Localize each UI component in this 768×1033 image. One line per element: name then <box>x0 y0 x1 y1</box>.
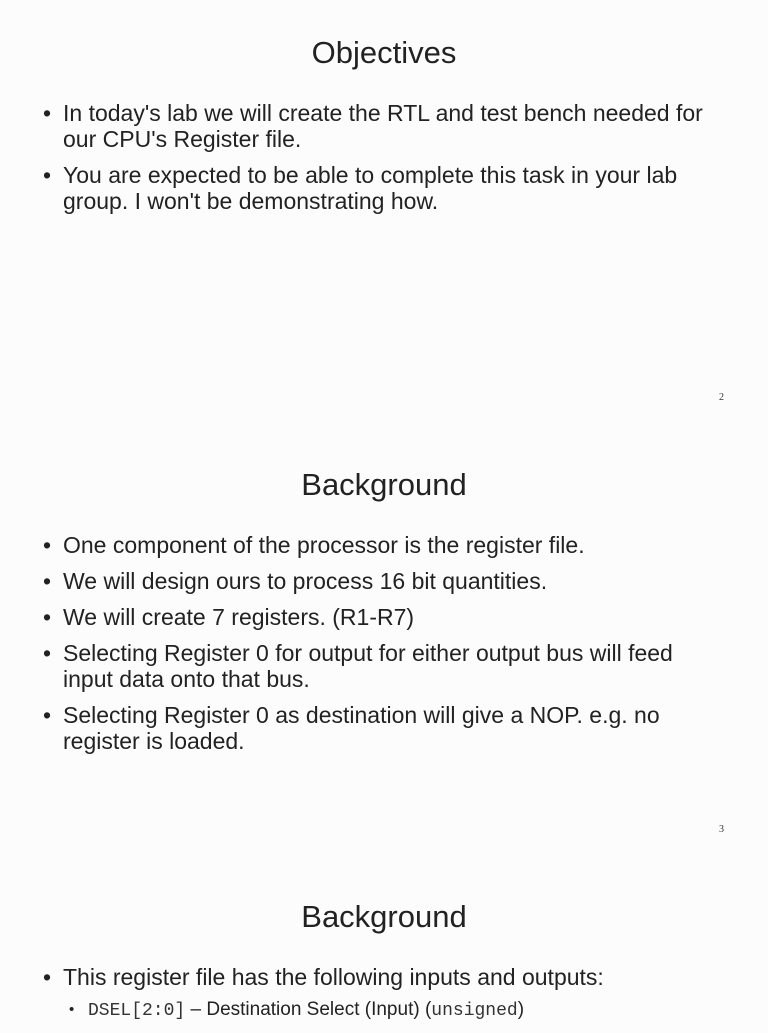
bullet-list <box>0 532 768 764</box>
bullet-text: Selecting Register 0 for output for either output bus will feed input data onto that bus. <box>63 640 673 692</box>
signal-description: – Destination Select (Input) ( <box>185 999 432 1020</box>
slide-title: Background <box>301 899 467 934</box>
sub-bullet-icon: • <box>69 1001 75 1018</box>
bullet-item <box>0 964 768 1023</box>
page-number: 2 <box>719 392 724 403</box>
sub-bullet-item <box>63 998 728 1023</box>
bullet-icon: • <box>43 532 52 558</box>
bullet-text: In today's lab we will create the RTL and test bench needed for our CPU's Register file. <box>63 100 703 152</box>
bullet-item <box>0 568 768 594</box>
bullet-icon: • <box>43 702 52 728</box>
sub-bullet-list <box>63 998 728 1023</box>
bullet-text: You are expected to be able to complete this task in your lab group. I won't be demonstrating how. <box>63 162 678 214</box>
bullet-text: This register file has the following inputs and outputs: <box>63 964 604 990</box>
signal-name: DSEL[2:0] <box>88 1001 186 1021</box>
slide-title: Objectives <box>311 35 457 70</box>
slide-background-io <box>0 864 768 1024</box>
bullet-icon: • <box>43 640 52 666</box>
bullet-text: We will design ours to process 16 bit quantities. <box>63 568 548 594</box>
slide-objectives <box>0 0 768 432</box>
bullet-text: One component of the processor is the register file. <box>63 532 585 558</box>
bullet-item <box>0 162 768 214</box>
bullet-text: We will create 7 registers. (R1-R7) <box>63 604 415 630</box>
bullet-icon: • <box>43 162 52 188</box>
bullet-item <box>0 702 768 754</box>
bullet-text: Selecting Register 0 as destination will give a NOP. e.g. no register is loaded. <box>63 702 660 754</box>
bullet-item <box>0 100 768 152</box>
bullet-icon: • <box>43 568 52 594</box>
signal-close: ) <box>517 999 525 1020</box>
signal-type: unsigned <box>431 1001 518 1021</box>
bullet-item <box>0 640 768 692</box>
slide-title: Background <box>301 467 467 502</box>
bullet-icon: • <box>43 964 52 990</box>
bullet-list <box>0 100 768 224</box>
bullet-icon: • <box>43 100 52 126</box>
bullet-icon: • <box>43 604 52 630</box>
bullet-item <box>0 532 768 558</box>
slide-background <box>0 432 768 864</box>
bullet-item <box>0 604 768 630</box>
page-number: 3 <box>719 824 724 835</box>
bullet-list <box>0 964 768 1033</box>
